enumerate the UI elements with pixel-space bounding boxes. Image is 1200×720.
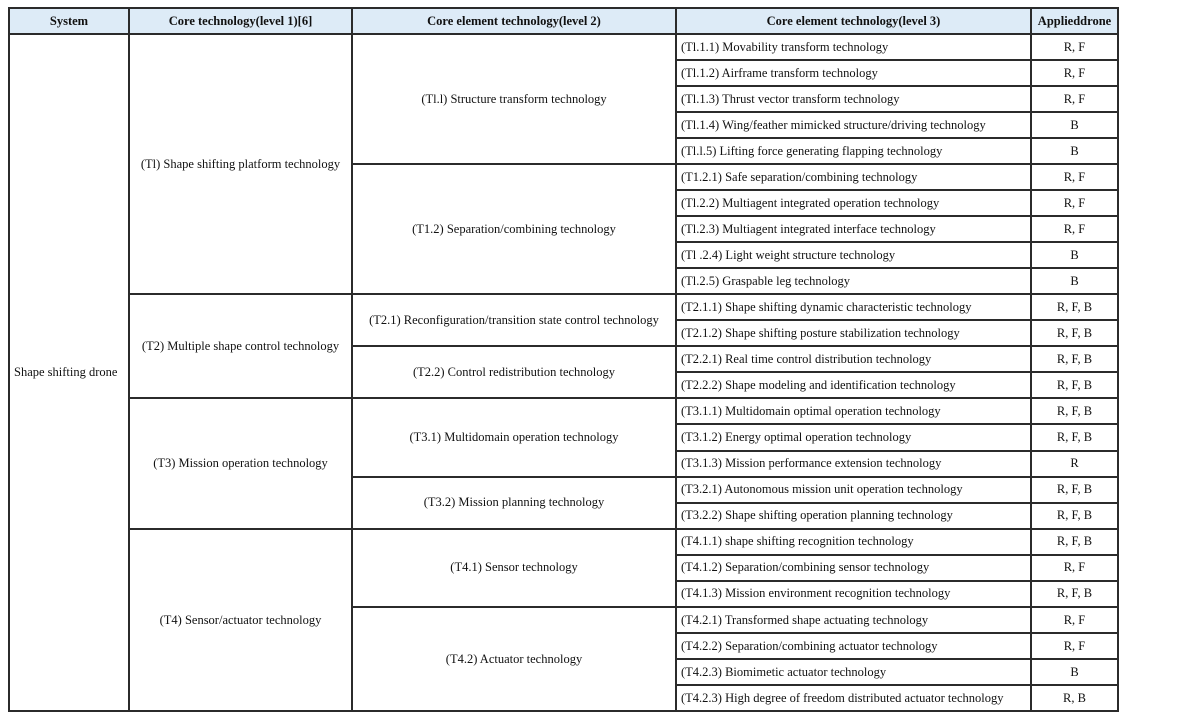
table-row xyxy=(9,529,1118,555)
applied-drone-cell: R, F, B xyxy=(1031,529,1118,555)
level1-cell: (T2) Multiple shape control technology xyxy=(129,294,352,398)
level3-cell: (Tl .2.4) Light weight structure technology xyxy=(676,242,1031,268)
level2-cell: (Tl.l) Structure transform technology xyxy=(352,34,676,164)
level2-cell: (T3.1) Multidomain operation technology xyxy=(352,398,676,476)
level3-cell: (Tl.1.2) Airframe transform technology xyxy=(676,60,1031,86)
applied-drone-cell: R, F xyxy=(1031,190,1118,216)
header-level3: Core element technology(level 3) xyxy=(676,8,1031,34)
applied-drone-cell: R, F xyxy=(1031,86,1118,112)
applied-drone-cell: R, F xyxy=(1031,607,1118,633)
applied-drone-cell: R, F, B xyxy=(1031,372,1118,398)
applied-drone-cell: B xyxy=(1031,112,1118,138)
level3-cell: (Tl.2.3) Multiagent integrated interface technology xyxy=(676,216,1031,242)
level3-cell: (T2.1.2) Shape shifting posture stabilization technology xyxy=(676,320,1031,346)
header-system: System xyxy=(9,8,129,34)
level3-cell: (T2.2.2) Shape modeling and identification technology xyxy=(676,372,1031,398)
level3-cell: (Tl.2.5) Graspable leg technology xyxy=(676,268,1031,294)
level1-cell: (Tl) Shape shifting platform technology xyxy=(129,34,352,294)
applied-drone-cell: R, F, B xyxy=(1031,398,1118,424)
level3-cell: (T2.1.1) Shape shifting dynamic characteristic technology xyxy=(676,294,1031,320)
applied-drone-cell: B xyxy=(1031,138,1118,164)
applied-drone-cell: R, F xyxy=(1031,34,1118,60)
level2-cell: (T2.2) Control redistribution technology xyxy=(352,346,676,398)
level2-cell: (T3.2) Mission planning technology xyxy=(352,477,676,529)
system-cell: Shape shifting drone xyxy=(9,34,129,711)
level1-cell: (T3) Mission operation technology xyxy=(129,398,352,528)
applied-drone-cell: R, F xyxy=(1031,555,1118,581)
applied-drone-cell: B xyxy=(1031,268,1118,294)
level3-cell: (T3.1.2) Energy optimal operation technology xyxy=(676,424,1031,450)
level3-cell: (Tl.l.5) Lifting force generating flapping technology xyxy=(676,138,1031,164)
applied-drone-cell: R, F, B xyxy=(1031,320,1118,346)
header-level2: Core element technology(level 2) xyxy=(352,8,676,34)
applied-drone-cell: R, F, B xyxy=(1031,503,1118,529)
level3-cell: (T2.2.1) Real time control distribution technology xyxy=(676,346,1031,372)
technology-table xyxy=(8,7,1119,712)
table-row xyxy=(9,398,1118,424)
level3-cell: (Tl.1.1) Movability transform technology xyxy=(676,34,1031,60)
applied-drone-cell: R, F xyxy=(1031,60,1118,86)
applied-drone-cell: B xyxy=(1031,242,1118,268)
level3-cell: (T4.2.3) Biomimetic actuator technology xyxy=(676,659,1031,685)
level2-cell: (T4.1) Sensor technology xyxy=(352,529,676,607)
level3-cell: (T4.1.2) Separation/combining sensor technology xyxy=(676,555,1031,581)
level3-cell: (T3.1.1) Multidomain optimal operation technology xyxy=(676,398,1031,424)
applied-drone-cell: R, B xyxy=(1031,685,1118,711)
level3-cell: (T3.1.3) Mission performance extension technology xyxy=(676,451,1031,477)
applied-drone-cell: R, F, B xyxy=(1031,294,1118,320)
level3-cell: (T4.1.1) shape shifting recognition technology xyxy=(676,529,1031,555)
applied-drone-cell: R, F xyxy=(1031,216,1118,242)
level3-cell: (T1.2.1) Safe separation/combining technology xyxy=(676,164,1031,190)
level3-cell: (T4.2.1) Transformed shape actuating technology xyxy=(676,607,1031,633)
level2-cell: (T1.2) Separation/combining technology xyxy=(352,164,676,294)
level3-cell: (Tl.1.4) Wing/feather mimicked structure/driving technology xyxy=(676,112,1031,138)
level3-cell: (T3.2.2) Shape shifting operation planning technology xyxy=(676,503,1031,529)
applied-drone-cell: R, F, B xyxy=(1031,477,1118,503)
header-applied-drone: Applieddrone xyxy=(1031,8,1118,34)
applied-drone-cell: B xyxy=(1031,659,1118,685)
applied-drone-cell: R xyxy=(1031,451,1118,477)
header-row xyxy=(9,8,1118,34)
applied-drone-cell: R, F xyxy=(1031,164,1118,190)
level2-cell: (T4.2) Actuator technology xyxy=(352,607,676,711)
level3-cell: (T4.2.3) High degree of freedom distributed actuator technology xyxy=(676,685,1031,711)
table-row xyxy=(9,294,1118,320)
level3-cell: (Tl.1.3) Thrust vector transform technology xyxy=(676,86,1031,112)
header-level1: Core technology(level 1)[6] xyxy=(129,8,352,34)
level3-cell: (T3.2.1) Autonomous mission unit operation technology xyxy=(676,477,1031,503)
applied-drone-cell: R, F, B xyxy=(1031,424,1118,450)
table-row xyxy=(9,34,1118,60)
applied-drone-cell: R, F, B xyxy=(1031,346,1118,372)
level3-cell: (T4.1.3) Mission environment recognition technology xyxy=(676,581,1031,607)
level3-cell: (T4.2.2) Separation/combining actuator technology xyxy=(676,633,1031,659)
level1-cell: (T4) Sensor/actuator technology xyxy=(129,529,352,711)
level2-cell: (T2.1) Reconfiguration/transition state control technology xyxy=(352,294,676,346)
applied-drone-cell: R, F xyxy=(1031,633,1118,659)
level3-cell: (Tl.2.2) Multiagent integrated operation technology xyxy=(676,190,1031,216)
applied-drone-cell: R, F, B xyxy=(1031,581,1118,607)
